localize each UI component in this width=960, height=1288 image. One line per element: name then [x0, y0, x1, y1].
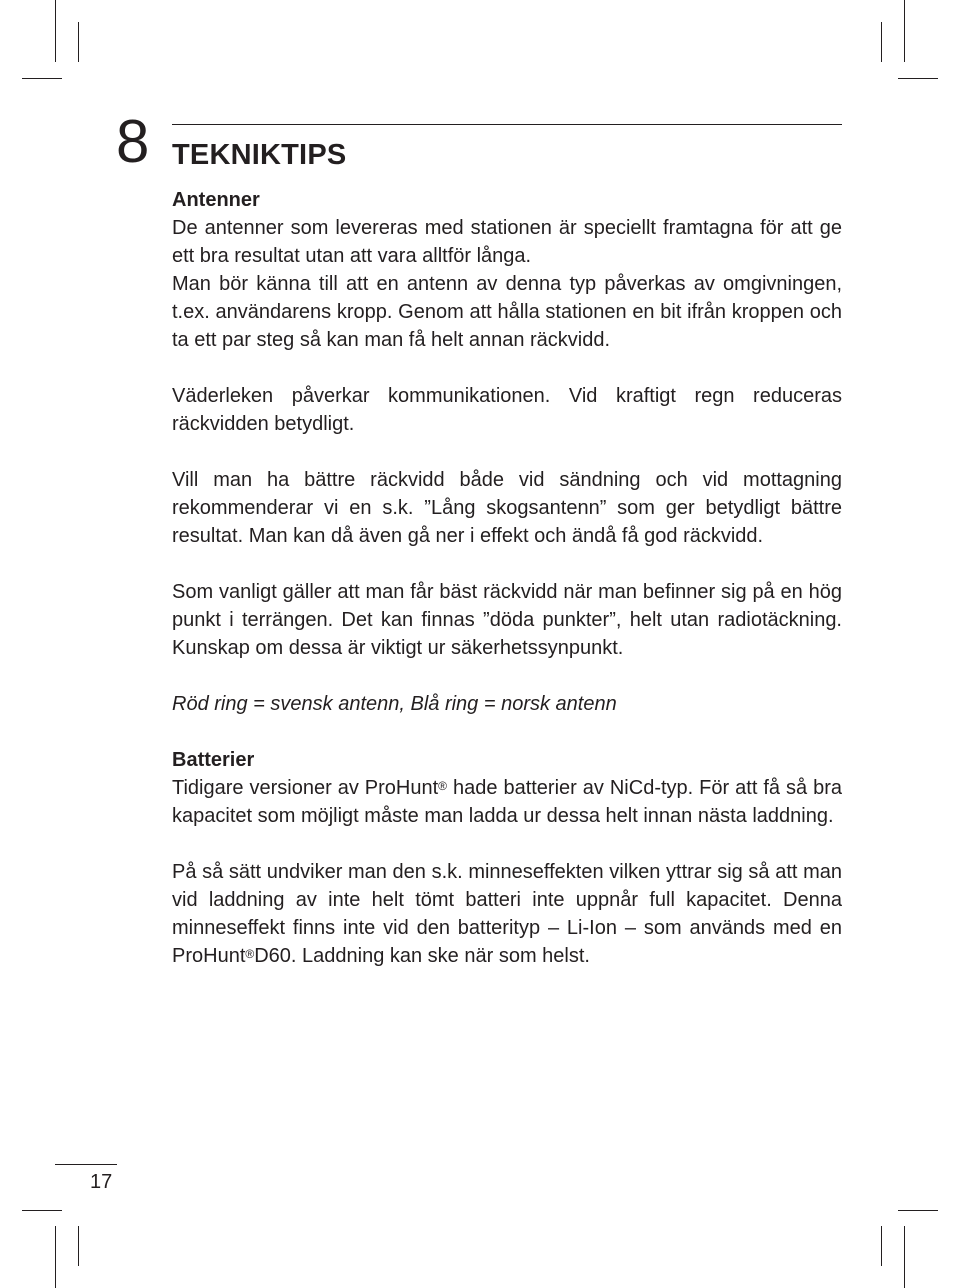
crop-mark	[904, 0, 905, 62]
page-number-rule	[55, 1164, 117, 1165]
chapter-rule	[172, 124, 842, 125]
memory-effect-paragraph: På så sätt undviker man den s.k. minneseffekten vilken yttrar sig så att man vid laddning av inte helt tömt batteri inte uppnår full kapacitet. Denna minneseffekt finns inte vid den batterityp – Li-Ion – som används med en ProHunt®D60. Laddning kan ske när som helst.	[172, 861, 842, 967]
crop-mark	[55, 1226, 56, 1288]
terrain-paragraph: Som vanligt gäller att man får bäst räckvidd när man befinner sig på en hög punkt i terrängen. Det kan finnas ”döda punkter”, helt utan radiotäckning. Kunskap om dessa är viktigt ur säkerhetssynpunkt.	[172, 581, 842, 659]
batteries-paragraph: Tidigare versioner av ProHunt® hade batterier av NiCd-typ. För att få så bra kapacitet som möjligt måste man ladda ur dessa helt innan nästa laddning.	[172, 777, 842, 827]
crop-mark	[898, 1210, 938, 1211]
crop-mark	[881, 22, 882, 62]
crop-mark	[78, 22, 79, 62]
crop-mark	[904, 1226, 905, 1288]
crop-mark	[55, 0, 56, 62]
chapter-title: TEKNIKTIPS	[172, 139, 347, 171]
page-content	[172, 186, 842, 970]
batteries-heading: Batterier	[172, 749, 255, 771]
crop-mark	[881, 1226, 882, 1266]
antennas-heading: Antenner	[172, 189, 260, 211]
antenna-ring-note: Röd ring = svensk antenn, Blå ring = norsk antenn	[172, 693, 617, 715]
registered-mark: ®	[438, 779, 448, 793]
chapter-number: 8	[116, 108, 150, 175]
crop-mark	[22, 78, 62, 79]
antennas-paragraph: Man bör känna till att en antenn av denna typ påverkas av omgivningen, t.ex. användarens kropp. Genom att hålla stationen en bit ifrån kroppen och ta ett par steg så kan man få helt annan räckvidd.	[172, 273, 842, 351]
registered-mark: ®	[245, 947, 255, 961]
crop-mark	[78, 1226, 79, 1266]
antennas-paragraph: De antenner som levereras med stationen är speciellt framtagna för att ge ett bra resultat utan att vara alltför långa.	[172, 217, 842, 267]
range-paragraph: Vill man ha bättre räckvidd både vid sändning och vid mottagning rekommenderar vi en s.k. ”Lång skogsantenn” som ger betydligt bättre resultat. Man kan då även gå ner i effekt och ändå få god räckvidd.	[172, 469, 842, 547]
page-number: 17	[90, 1171, 113, 1193]
crop-mark	[22, 1210, 62, 1211]
weather-paragraph: Väderleken påverkar kommunikationen. Vid kraftigt regn reduceras räckvidden betydligt.	[172, 385, 842, 435]
crop-mark	[898, 78, 938, 79]
